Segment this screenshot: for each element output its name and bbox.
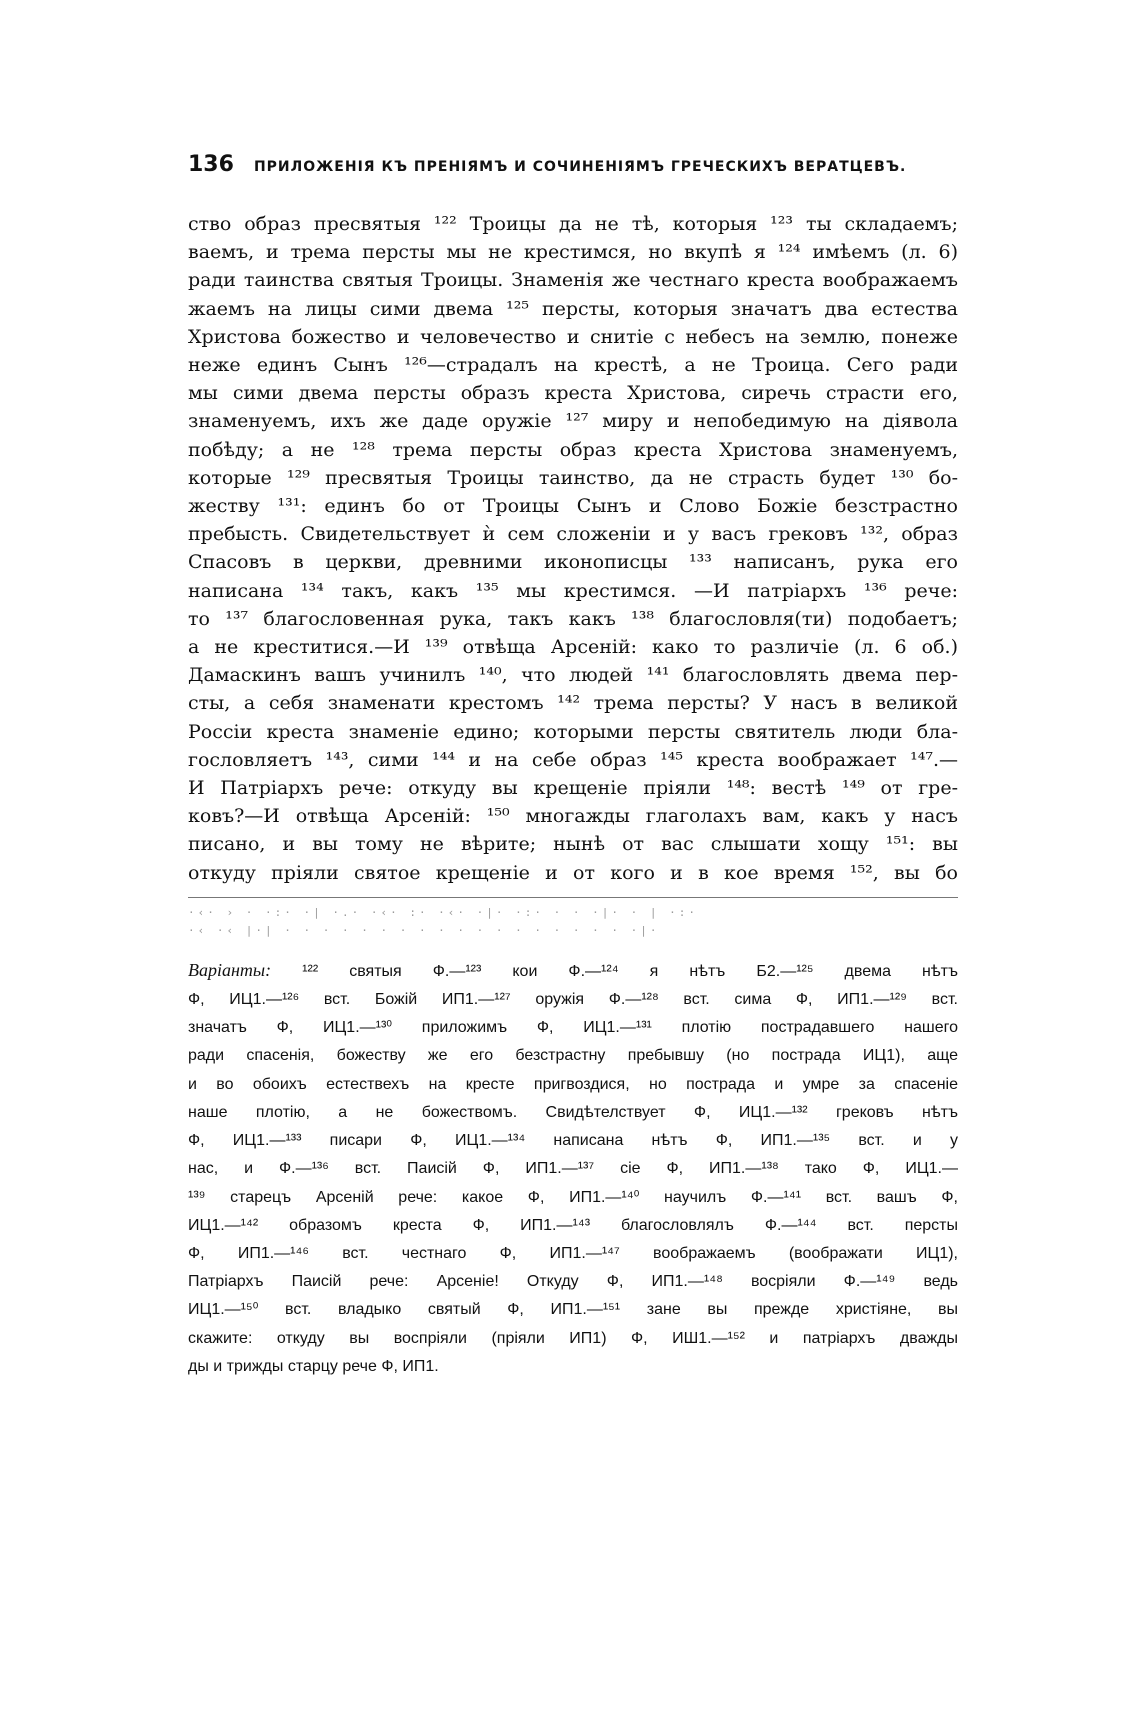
text-line: побѣду; а не ¹²⁸ трема персты образ креста Христова знаменуемъ, [188,438,958,461]
text-line: Христова божество и человечество и снитіе с небесъ на землю, понеже [188,325,958,348]
faint-line: ·‹ ·‹ |·| · · · · · · · · · · · · · · · · · · ·|· [188,923,660,937]
text-line: ваемъ, и трема персты мы не крестимся, но вкупѣ я ¹²⁴ имѣемъ (л. 6) [188,241,958,264]
text-line: знаменуемъ, ихъ же даде оружіе ¹²⁷ миру и непобедимую на діявола [188,410,958,433]
variants-notes [188,956,958,1381]
faint-show-through [188,904,958,940]
text-line: гословляетъ ¹⁴³, сими ¹⁴⁴ и на себе образ ¹⁴⁵ креста воображает ¹⁴⁷.— [188,748,958,771]
variant-line: ды и трижды старцу рече Ф, ИП1. [188,1357,439,1375]
text-line: ковъ?—И отвѣща Арсеній: ¹⁵⁰ многажды глаголахъ вам, какъ у насъ [188,805,958,828]
text-line: жаемъ на лицы сими двема ¹²⁵ персты, которыя значатъ два естества [188,297,958,320]
variant-line: и во обоихъ естествехъ на кресте пригвоздися, но пострада и умре за спасеніе [188,1075,958,1093]
variant-line: наше плотію, а не божествомъ. Свидѣтелствует Ф, ИЦ1.—¹³² грековъ нѣтъ [188,1103,958,1121]
variant-line: Ф, ИП1.—¹⁴⁶ вст. честнаго Ф, ИП1.—¹⁴⁷ воображаемъ (воображати ИЦ1), [188,1244,958,1262]
text-line: жеству ¹³¹: единъ бо от Троицы Сынъ и Слово Божіе безстрастно [188,495,958,518]
variant-line: Ф, ИЦ1.—¹²⁶ вст. Божій ИП1.—¹²⁷ оружія Ф.—¹²⁸ вст. сима Ф, ИП1.—¹²⁹ вст. [188,991,958,1009]
document-page [188,150,958,1381]
footnote-rule [188,897,958,898]
variant-line: ради спасенія, божеству же его безстрастну пребывшу (но пострада ИЦ1), аще [188,1047,958,1065]
variants-label: Варіанты: [188,959,272,980]
variant-line: Патріархъ Паисій рече: Арсеніе! Откуду Ф, ИП1.—¹⁴⁸ восріяли Ф.—¹⁴⁹ ведь [188,1273,958,1291]
variant-line: ¹³⁹ старецъ Арсеній рече: какое Ф, ИП1.—¹⁴⁰ научилъ Ф.—¹⁴¹ вст. вашъ Ф, [188,1188,958,1206]
text-line: ство образ пресвятыя ¹²² Троицы да не тѣ, которыя ¹²³ ты складаемъ; [188,213,958,235]
variant-line: Ф, ИЦ1.—¹³³ писари Ф, ИЦ1.—¹³⁴ написана нѣтъ Ф, ИП1.—¹³⁵ вст. и у [188,1132,958,1150]
variant-text: ¹²² святыя Ф.—¹²³ кои Ф.—¹²⁴ я нѣтъ Б2.—¹²⁵ двема нѣтъ [302,962,958,980]
text-line: откуду пріяли святое крещеніе и от кого и в кое время ¹⁵², вы бо [188,861,958,884]
text-line: которые ¹²⁹ пресвятыя Троицы таинство, да не страсть будет ¹³⁰ бо- [188,466,958,489]
text-line: сты, а себя знаменати крестомъ ¹⁴² трема персты? У насъ в великой [188,692,958,715]
variant-line: значатъ Ф, ИЦ1.—¹³⁰ приложимъ Ф, ИЦ1.—¹³¹ плотію пострадавшего нашего [188,1019,958,1037]
text-line: неже единъ Сынъ ¹²⁶—страдалъ на крестѣ, а не Троица. Сего ради [188,354,958,377]
variant-line [188,956,958,986]
text-line: мы сими двема персты образъ креста Христова, сиречь страсти его, [188,382,958,405]
text-line: ради таинства святыя Троицы. Знаменія же честнаго креста воображаемъ [188,269,958,292]
faint-line: ·‹· › · ·:· ·| ·.· ·‹· :· ·‹· ·|· ·:· · · ·|· · | ·:· [188,905,698,919]
text-line: а не креститися.—И ¹³⁹ отвѣща Арсеній: како то различіе (л. 6 об.) [188,636,958,659]
text-line: пребысть. Свидетельствует ѝ сем сложеніи и у васъ грековъ ¹³², образ [188,523,958,546]
text-line: И Патріархъ рече: откуду вы крещеніе пріяли ¹⁴⁸: вестѣ ¹⁴⁹ от гре- [188,777,958,800]
text-line: написана ¹³⁴ такъ, какъ ¹³⁵ мы крестимся. —И патріархъ ¹³⁶ рече: [188,579,958,602]
variant-line: скажите: откуду вы воспріяли (пріяли ИП1) Ф, ИШ1.—¹⁵² и патріархъ дважды [188,1329,958,1347]
text-line: писано, и вы тому не вѣрите; нынѣ от вас слышати хощу ¹⁵¹: вы [188,833,958,856]
main-text [188,210,958,887]
page-header [188,152,958,186]
variant-line: ИЦ1.—¹⁵⁰ вст. владыко святый Ф, ИП1.—¹⁵¹ зане вы прежде христіяне, вы [188,1301,958,1319]
variant-line: нас, и Ф.—¹³⁶ вст. Паисій Ф, ИП1.—¹³⁷ сіе Ф, ИП1.—¹³⁸ тако Ф, ИЦ1.— [188,1160,958,1178]
text-line: Россіи креста знаменіе едино; которыми персты святитель люди бла- [188,720,958,743]
page-number: 136 [188,152,234,177]
text-line: Дамаскинъ вашъ учинилъ ¹⁴⁰, что людей ¹⁴¹ благословлять двема пер- [188,664,958,687]
text-line: Спасовъ в церкви, древними иконописцы ¹³³ написанъ, рука его [188,551,958,574]
running-title: ПРИЛОЖЕНІЯ КЪ ПРЕНІЯМЪ И СОЧИНЕНІЯМЪ ГРЕЧЕСКИХЪ ВЕРАТЦЕВЪ. [253,159,907,175]
text-line: то ¹³⁷ благословенная рука, такъ какъ ¹³⁸ благословля(ти) подобаетъ; [188,607,958,630]
variant-line: ИЦ1.—¹⁴² образомъ креста Ф, ИП1.—¹⁴³ благословлялъ Ф.—¹⁴⁴ вст. персты [188,1216,958,1234]
